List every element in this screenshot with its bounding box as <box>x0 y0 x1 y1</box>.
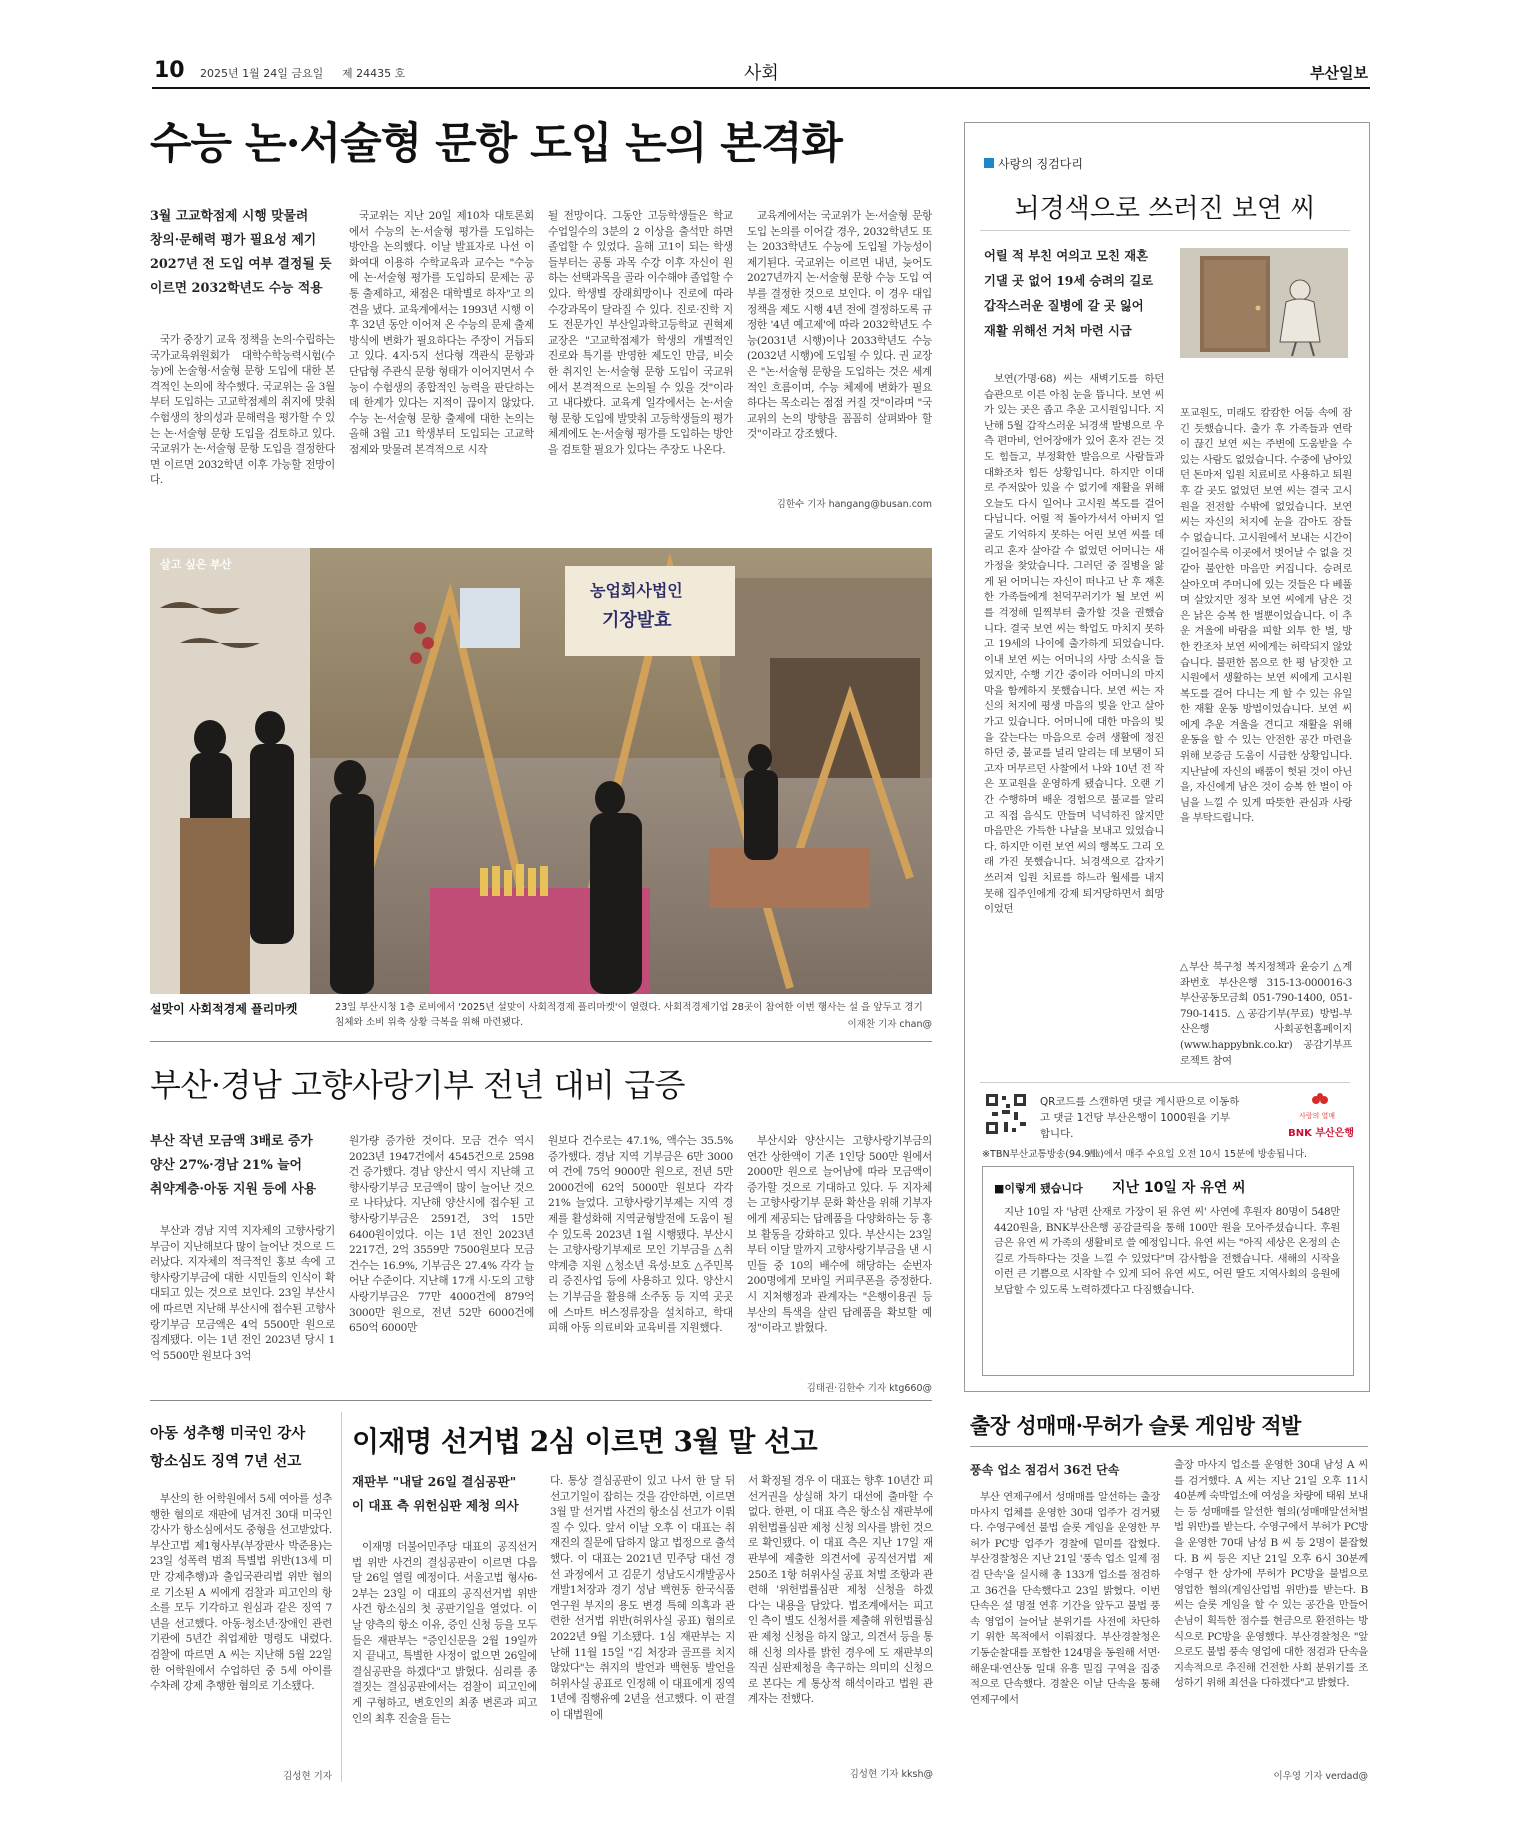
article-1-col-2: 국교위는 지난 20일 제10차 대토론회에서 수능의 논·서술형 평가를 도입하는 방안을 논의했다. 이날 발표자로 나선 이화여대 이용하 수학교육과 교수는 "수능에 논·서술형 평가를 도입하되 문제는 공통 출제하고, 채점은 대학별로 하자"고 의견을 냈다. 교육계에서는 1993년 시행 이후 32년 동안 이어져 온 수능의 문제 출제 방식에 변화가 필요하다는 주장이 거듭되고 있다. 4지·5지 선다형 객관식 문항과 단답형 주관식 문항 형태가 이어지면서 수능이 수험생의 종합적인 능력을 판단하는 데 한계가 있다는 지적이 끊이지 않았다. 수능 논·서술형 문항 출제에 대한 논의는 올해 3월 고1 학생부터 도입되는 고교학점제와 맞물려 본격적으로 시작 <box>349 210 534 456</box>
issue-number: 제 24435 호 <box>342 67 406 80</box>
sidebar-headline: 뇌경색으로 쓰러진 보연 씨 <box>1014 194 1316 224</box>
article-3-headline: 아동 성추행 미국인 강사 항소심도 징역 7년 선고 <box>150 1425 306 1470</box>
article-4-col-2: 다. 통상 결심공판이 있고 나서 한 달 뒤 선고기일이 잡히는 것을 감안하면, 이르면 3월 말 선거법 사건의 항소심 선고가 이뤄질 수 있다. 앞서 이날 오후 이 대표는 취재진의 질문에 답하지 않고 법정으로 출석했다. 이 대표는 2021년 민주당 대선 경선 과정에서 고 김문기 성남도시개발공사 개발1처장과 경기 성남 백현동 한국식품연구원 부지의 용도 변경 특혜 의혹과 관련한 선거법 위반(허위사실 공표) 혐의로 2022년 9월 기소됐다. 1심 재판부는 지난해 11월 15일 "김 처장과 골프를 치지 않았다"는 취지의 발언과 백현동 발언을 허위사실 공표로 인정해 이 대표에게 징역 1년에 집행유예 2년을 선고했다. 이 판결이 대법원에 <box>550 1475 735 1721</box>
page-number: 10 <box>154 58 185 83</box>
broadcast-note: ※TBN부산교통방송(94.9㎒)에서 매주 수요일 오전 10시 15분에 방송됩니다. <box>982 1149 1308 1160</box>
fruit-of-love-label: 사랑의 열매 <box>1298 1112 1336 1120</box>
photo-banner-2: 기장발효 <box>602 610 672 631</box>
sidebar-label: 사랑의 징검다리 <box>998 157 1083 171</box>
sidebar-label-marker <box>984 158 994 168</box>
sidebar-col-2: 포교원도, 미래도 캄캄한 어둠 속에 잠긴 듯했습니다. 출가 후 가족들과 연락이 끊긴 보연 씨는 주변에 도움받을 수 있는 사람도 없었습니다. 수중에 남아있던 돈마저 입원 치료비로 사용하고 퇴원 후 갈 곳도 없었던 보연 씨는 결국 고시원을 전전할 수밖에 없었습니다. 보연 씨는 자신의 처지에 눈을 감아도 잠들 수 없습니다. 고시원에서 보내는 시간이 길어질수록 이곳에서 벗어날 수 없을 것 같아 불안한 마음만 커집니다. 승려로 살아오며 주머니에 있는 것들은 다 베풀며 살았지만 정작 보연 씨에게 남은 것은 낡은 승복 한 벌뿐이었습니다. 이 추운 겨울에 바람을 피할 외투 한 벌, 방 한 칸조차 보연 씨에게는 허락되지 않았습니다. 불편한 몸으로 한 평 남짓한 고시원에서 생활하는 보연 씨에게 고시원 복도를 걸어 다니는 게 할 수 있는 유일한 재활 운동 방법이었습니다. 보연 씨에게 추운 겨울을 견디고 재활을 위해 운동을 할 수 있는 안전한 공간 마련을 위해 보증금 도움이 시급한 상황입니다. 지난날에 자신의 배품이 헛된 것이 아닌을, 자신에게 남은 것이 승복 한 벌이 아님을 느낄 수 있게 따뜻한 관심과 사랑을 부탁드립니다. <box>1180 407 1352 825</box>
followup-text: 지난 10일 자 '남편 산재로 가장이 된 유연 씨' 사연에 후원자 80명이 548만 4420원을, BNK부산은행 공감클릭을 통해 100만 원을 모아주셨습니다. 후원금은 유연 씨 가족의 생활비로 쓸 예정입니다. 유연 씨는 "아직 세상은 온정의 손길로 가득하다는 것을 느낄 수 있었다"며 감사함을 전했습니다. 새해의 시작을 이런 큰 기쁨으로 시작할 수 있게 되어 유연 씨도, 어린 딸도 지역사회의 응원에 보답할 수 있도록 노력하겠다고 다짐했습니다. <box>994 1206 1340 1296</box>
fruit-of-love-logo <box>1300 1092 1340 1118</box>
photo-banner-1: 농업회사법인 <box>590 581 683 600</box>
qr-code <box>984 1092 1028 1136</box>
sidebar-col-1: 보연(가명·68) 씨는 새벽기도를 하던 습관으로 이른 아침 눈을 뜹니다. 보연 씨가 있는 곳은 좁고 추운 고시원입니다. 지난해 5월 갑작스러운 뇌경색 발병으로 우측 편마비, 언어장애가 있어 혼자 걷는 것도 힘들고, 부정확한 발음으로 사람들과 대화조차 힘든 상황입니다. 하지만 이대로 주저앉아 있을 수 없기에 재활을 위해 오늘도 다시 일어나 고시원 복도를 걸어 다닙니다. 어릴 적 돌아가셔서 아버지 얼굴도 기억하지 못하는 어린 보연 씨를 데리고 혼자 살아갈 수 없었던 어머니는 새 가정을 찾았습니다. 그러던 중 질병을 앓게 된 어머니는 자신이 떠나고 난 후 재혼한 가족들에게 천덕꾸러기가 될 보연 씨를 걱정해 일찍부터 출가할 것을 권했습니다. 결국 보연 씨는 학업도 마치지 못하고 19세의 나이에 출가하게 되었습니다. 이내 보연 씨는 어머니의 사망 소식을 들었지만, 수행 기간 중이라 어머니의 마지막을 함께하지 못했습니다. 보연 씨는 자신의 처지에 평생 마음의 빚을 안고 살아가고 있습니다. 어머니에 대한 마음의 빚을 갚는다는 마음으로 승려 생활에 정진하던 중, 불교를 널리 알리는 데 보탬이 되고자 머무르던 사찰에서 나와 10년 전 작은 포교원을 운영하게 됐습니다. 오랜 기간 수행하며 배운 경험으로 불교를 알리고 직접 음식도 만들며 넉넉하진 않지만 마음만은 가득한 나날을 보내고 있었습니다. 하지만 이런 보연 씨의 행복도 그리 오래 가진 못했습니다. 뇌경색으로 갑자기 쓰러져 입원 치료를 하느라 월세를 내지 못해 집주인에게 강제 퇴거당하면서 희망이었던 <box>984 373 1164 916</box>
qr-instruction: QR코드를 스캔하면 댓글 게시판으로 이동하고 댓글 1건당 부산은행이 1000원을 기부합니다. <box>1040 1096 1240 1140</box>
article-2-subheadline: 부산 작년 모금액 3배로 증가 양산 27%·경남 21% 늘어 취약계층·아동 지원 등에 사용 <box>150 1134 317 1197</box>
news-photo <box>150 548 932 994</box>
photo-overlay-text: 살고 싶은 부산 <box>160 558 232 571</box>
article-4-byline: 김성현 기자 kksh@ <box>849 1769 933 1780</box>
article-2-col-1: 부산과 경남 지역 지자체의 고향사랑기부금이 지난해보다 많이 늘어난 것으로 드러났다. 지자체의 적극적인 홍보 속에 고향사랑기부금에 대한 시민들의 인식이 확대되고 있는 것으로 보인다. 23일 부산시에 따르면 지난해 부산시에 접수된 고향사랑기부금 모금액은 4억 5500만 원으로 집계됐다. 이는 1년 전인 2023년 당시 1억 5500만 원보다 3억 <box>150 1225 335 1362</box>
article-2-byline: 김태권·김한수 기자 ktg660@ <box>806 1383 932 1394</box>
divider <box>980 1082 1350 1083</box>
article-2-headline: 부산·경남 고향사랑기부 전년 대비 급증 <box>150 1066 685 1104</box>
divider <box>150 1400 932 1401</box>
article-1-headline: 수능 논·서술형 문항 도입 논의 본격화 <box>150 119 842 169</box>
masthead <box>154 58 1368 86</box>
followup-title: 지난 10일 자 유연 씨 <box>1112 1180 1246 1196</box>
article-1-subheadline: 3월 고교학점제 시행 맞물려 창의·문해력 평가 필요성 제기 2027년 전 도입 여부 결정될 듯 이르면 2032학년도 수능 적용 <box>150 209 332 296</box>
divider <box>980 230 1350 231</box>
article-4-col-1: 이재명 더불어민주당 대표의 공직선거법 위반 사건의 결심공판이 이르면 다음 달 26일 열릴 예정이다. 서울고법 형사6-2부는 23일 이 대표의 공직선거법 위반 사건 항소심의 첫 공판기일을 열었다. 이날 양측의 항소 이유, 증인 신청 등을 모두 들은 재판부는 "증인신문을 2월 19일까지 끝내고, 특별한 사정이 없으면 26일에 결심공판을 하겠다"고 밝혔다. 심리를 종결짓는 결심공판에서는 검찰이 피고인에게 구형하고, 변호인의 최종 변론과 피고인의 최후 진술을 듣는 <box>352 1541 537 1725</box>
divider <box>970 1446 1368 1447</box>
paper-name: 부산일보 <box>1310 64 1368 82</box>
article-4-subheadline: 재판부 "내달 26일 결심공판" 이 대표 측 위헌심판 제청 의사 <box>352 1474 519 1513</box>
article-5-byline: 이우영 기자 verdad@ <box>1273 1771 1368 1782</box>
bnk-logo: BNK 부산은행 <box>1288 1128 1354 1139</box>
article-1-col-4: 교육계에서는 국교위가 논·서술형 문항 도입 논의를 이어갈 경우, 2032학년도 또는 2033학년도 수능에 도입될 가능성이 제기된다. 국교위는 이르면 내년, 늦어도 2027년까지 논·서술형 문항 수능 도입 여부를 결정한 것으로 보인다. 이 경우 대입 정책을 제도 시행 4년 전에 결정하도록 규정한 '4년 예고제'에 따라 2032학년도 수능(2031년 시행)이나 2033학년도 수능(2032년 시행)에 도입될 수 있다. 권 교장은 "논·서술형 문항을 도입하는 것은 세계적인 흐름이며, 수능 체제에 변화가 필요하다는 목소리는 점점 커질 것"이라며 "국교위의 논의 방향을 꼼꼼히 살펴봐야 할 것"이라고 강조했다. <box>747 210 932 441</box>
article-3-body: 부산의 한 어학원에서 5세 여아를 성추행한 혐의로 재판에 넘겨진 30대 미국인 강사가 항소심에서도 중형을 선고받았다. 부산고법 제1형사부(부장판사 박준용)는 23일 성폭력 범죄 특별법 위반(13세 미만 강제추행)과 출입국관리법 위반 혐의로 기소된 A 씨에게 검찰과 피고인의 항소를 모두 기각하고 원심과 같은 징역 7년을 선고했다. 아동·청소년·장애인 관련 기관에 5년간 취업제한 명령도 내렸다. 검찰에 따르면 A 씨는 지난해 5월 22일 한 어학원에서 수업하던 중 5세 아이를 수차례 강제 추행한 혐의로 기소됐다. <box>150 1493 332 1693</box>
column-divider <box>341 1412 342 1782</box>
article-2-col-3: 원보다 건수로는 47.1%, 액수는 35.5% 증가했다. 경남 지역 기부금은 6만 3000여 건에 75억 9000만 원으로, 전년 5만 2000건에 62억 5000만 원보다 각각 21% 늘었다. 고향사랑기부제는 지역 경제를 활성화해 지역균형발전에 도움이 될 수 있도록 2023년 1월 시행됐다. 부산시는 고향사랑기부제로 모인 기부금을 △취약계층 지원 △청소년 육성·보호 △주민복리 증진사업 등에 사용하고 있다. 양산시는 기부금을 활용해 소주동 등 지역 곳곳에 스마트 버스정류장을 설치하고, 학대 피해 아동 의료비와 교육비를 지원했다. <box>548 1135 733 1335</box>
sidebar-subheadline: 어릴 적 부친 여의고 모친 재혼 기댈 곳 없어 19세 승려의 길로 갑작스러운 질병에 갈 곳 잃어 재활 위해선 거처 마련 시급 <box>984 248 1154 338</box>
masthead-rule <box>152 87 1370 89</box>
sidebar-illustration <box>1180 248 1348 358</box>
article-2-col-2: 원가량 증가한 것이다. 모금 건수 역시 2023년 1947건에서 4545건으로 2598건 증가했다. 경남 양산시 역시 지난해 고향사랑기부금 모금액이 많이 늘어난 것으로 나타났다. 지난해 양산시에 접수된 고향사랑기부금은 2591건, 3억 15만 6400원이었다. 이는 1년 전인 2023년 2217건, 2억 3559만 7500원보다 모금 건수는 16.9%, 기부금은 27.4% 각각 늘어난 수준이다. 지난해 17개 시·도의 고향사랑기부금은 77만 4000건에 879억 3000만 원으로, 전년 52만 6000건에 650억 6000만 <box>349 1135 534 1335</box>
issue-date: 2025년 1월 24일 금요일 <box>200 67 324 80</box>
article-5-col-2: 출장 마사지 업소를 운영한 30대 남성 A 씨를 검거했다. A 씨는 지난 21일 오후 11시 40분께 숙박업소에 여성을 차량에 태워 보내는 등 성매매를 알선한 혐의(성매매알선처벌법 위반)를 받는다. 수영구에서 부허가 PC방을 운영한 70대 남성 B 씨 등 2명이 붙잡혔다. B 씨 등은 지난 21일 오후 6시 30분께 수영구 한 상가에 무허가 PC방을 불법으로 영업한 혐의(게임산업법 위반)를 받는다. B 씨는 슬롯 게임을 할 수 있는 공간을 만들어 손님이 획득한 점수를 현금으로 환전하는 방식으로 PC방을 운영했다. 부산경찰청은 "앞으로도 불법 풍속 영업에 대한 점검과 단속을 지속적으로 추진해 건전한 사회 분위기를 조성하기 위해 최선을 다하겠다"고 밝혔다. <box>1174 1459 1368 1690</box>
article-4-headline: 이재명 선거법 2심 이르면 3월 말 선고 <box>352 1425 818 1458</box>
article-1-byline: 김한수 기자 hangang@busan.com <box>776 499 932 510</box>
followup-tag: ■이렇게 됐습니다 <box>994 1182 1083 1195</box>
article-3-byline: 김성현 기자 <box>283 1771 332 1782</box>
article-4-col-3: 서 확정될 경우 이 대표는 향후 10년간 피선거권을 상실해 차기 대선에 출마할 수 없다. 한편, 이 대표 측은 항소심 재판부에 위헌법률심판 제청 신청 의사를 밝힌 것으로 확인됐다. 이 대표 측은 지난 17일 재판부에 제출한 의견서에 공직선거법 제250조 1항 허위사실 공표 처벌 조항과 관련해 '위헌법률심판 제청 신청을 하겠다'는 내용을 담았다. 법조계에서는 피고인 측이 별도 신청서를 제출해 위헌법률심판 제청 신청을 하지 않고, 의견서 등을 통해 신청 의사를 밝힌 경우에 도 재판부의 직권 심판제청을 촉구하는 의미의 신청으로 본다는 게 통상적 해석이라고 법원 관계자는 전했다. <box>748 1475 933 1706</box>
sidebar-donation-info: △부산 북구청 복지정책과 윤승기 △계좌번호 부산은행 315-13-000016-3 부산공동모금회 051-790-1400, 051-790-1415. △공감기부(무료) 방법-부산은행 사회공헌홈페이지(www.happybnk.co.kr) 공감기부프로젝트 참여 <box>1180 961 1352 1067</box>
article-1-col-1: 국가 중장기 교육 정책을 논의·수립하는 국가교육위원회가 대학수학능력시험(수능)에 논술형·서술형 문항 도입에 대한 본격적인 논의에 착수했다. 국교위는 올 3월부터 도입하는 고교학점제의 취지에 맞춰 수험생의 창의성과 문해력을 평가할 수 있는 논·서술형 문항 도입을 검토하고 있다. 국교위가 논·서술형 문항 도입을 결정한다면 이르면 2032학년 이후 가능할 전망이다. <box>150 334 335 487</box>
article-2-col-4: 부산시와 양산시는 고향사랑기부금의 연간 상한액이 기존 1인당 500만 원에서 2000만 원으로 늘어남에 따라 모금액이 증가할 것으로 기대하고 있다. 두 지자체는 고향사랑기부 문화 확산을 위해 기부자에게 제공되는 답례품을 다양화하는 등 홍보 활동을 강화하고 있다. 부산시는 23일부터 이달 말까지 고향사랑기부금을 낸 시민들 중 10의 배수에 해당하는 순번자 200명에게 모바일 커피쿠폰을 증정한다. 시 지처행정과 관계자는 "은행이용권 등 부산의 특색을 살린 답례품을 확보할 예정"이라고 밝혔다. <box>747 1135 932 1335</box>
photo-credit: 이재찬 기자 chan@ <box>847 1019 932 1030</box>
article-5-subheadline: 풍속 업소 점검서 36건 단속 <box>970 1463 1120 1477</box>
article-5-headline: 출장 성매매·무허가 슬롯 게임방 적발 <box>970 1413 1301 1438</box>
section-title: 사회 <box>744 63 779 84</box>
divider <box>150 1041 932 1042</box>
article-5-col-1: 부산 연제구에서 성매매를 알선하는 출장 마사지 업체를 운영한 30대 업주가 검거됐다. 수영구에선 불법 슬롯 게임을 운영한 무허가 PC방 업주가 경찰에 덜미를 잡혔다. 부산경찰청은 지난 21일 '풍속 업소 일제 점검 단속'을 실시해 총 133개 업소를 점검하고 36건을 단속했다고 23일 밝혔다. 이번 단속은 설 명절 연휴 기간을 앞두고 불법 풍속 영업이 늘어날 분위기를 사전에 차단하기 위한 목적에서 이뤄졌다. 부산경찰청은 기동순찰대를 포함한 124명을 동원해 서면·해운대·연산동 일대 유흥 밀집 구역을 집중적으로 단속했다. 경찰은 이날 단속을 통해 연제구에서 <box>970 1491 1160 1706</box>
photo-caption-title: 설맞이 사회적경제 플리마켓 <box>150 1002 298 1016</box>
photo-caption: 23일 부산시청 1층 로비에서 '2025년 설맞이 사회적경제 플리마켓'이 열렸다. 사회적경제기업 28곳이 참여한 이번 행사는 설 을 앞두고 경기 침체와 소비 위축 상황 극복을 위해 마련됐다. <box>335 1002 923 1028</box>
article-1-col-3: 될 전망이다. 그동안 고등학생들은 학교 수업일수의 3분의 2 이상을 출석만 하면 졸업할 수 있었다. 올해 고1이 되는 학생들부터는 공통 과목 수강 이후 자신이 원하는 선택과목을 골라 이수해야 졸업할 수 있다. 학생별 장래희망이나 진로에 따라 수강과목이 달라질 수 있다. 진로·진학 지도 전문가인 부산일과학고등학교 권혁제 교장은 "고교학점제가 학생의 개별적인 진로와 특기를 반영한 제도인 만큼, 비슷한 취지인 논·서술형 문항 도입이 국교위에서 본격적으로 논의될 수 있을 것"이라고 내다봤다. 교육계 일각에서는 논·서술형 문항 도입에 발맞춰 고등학생들의 평가 체계에도 논·서술형 평가를 도입하는 방안을 검토할 필요가 있다는 주장도 나온다. <box>548 210 733 456</box>
